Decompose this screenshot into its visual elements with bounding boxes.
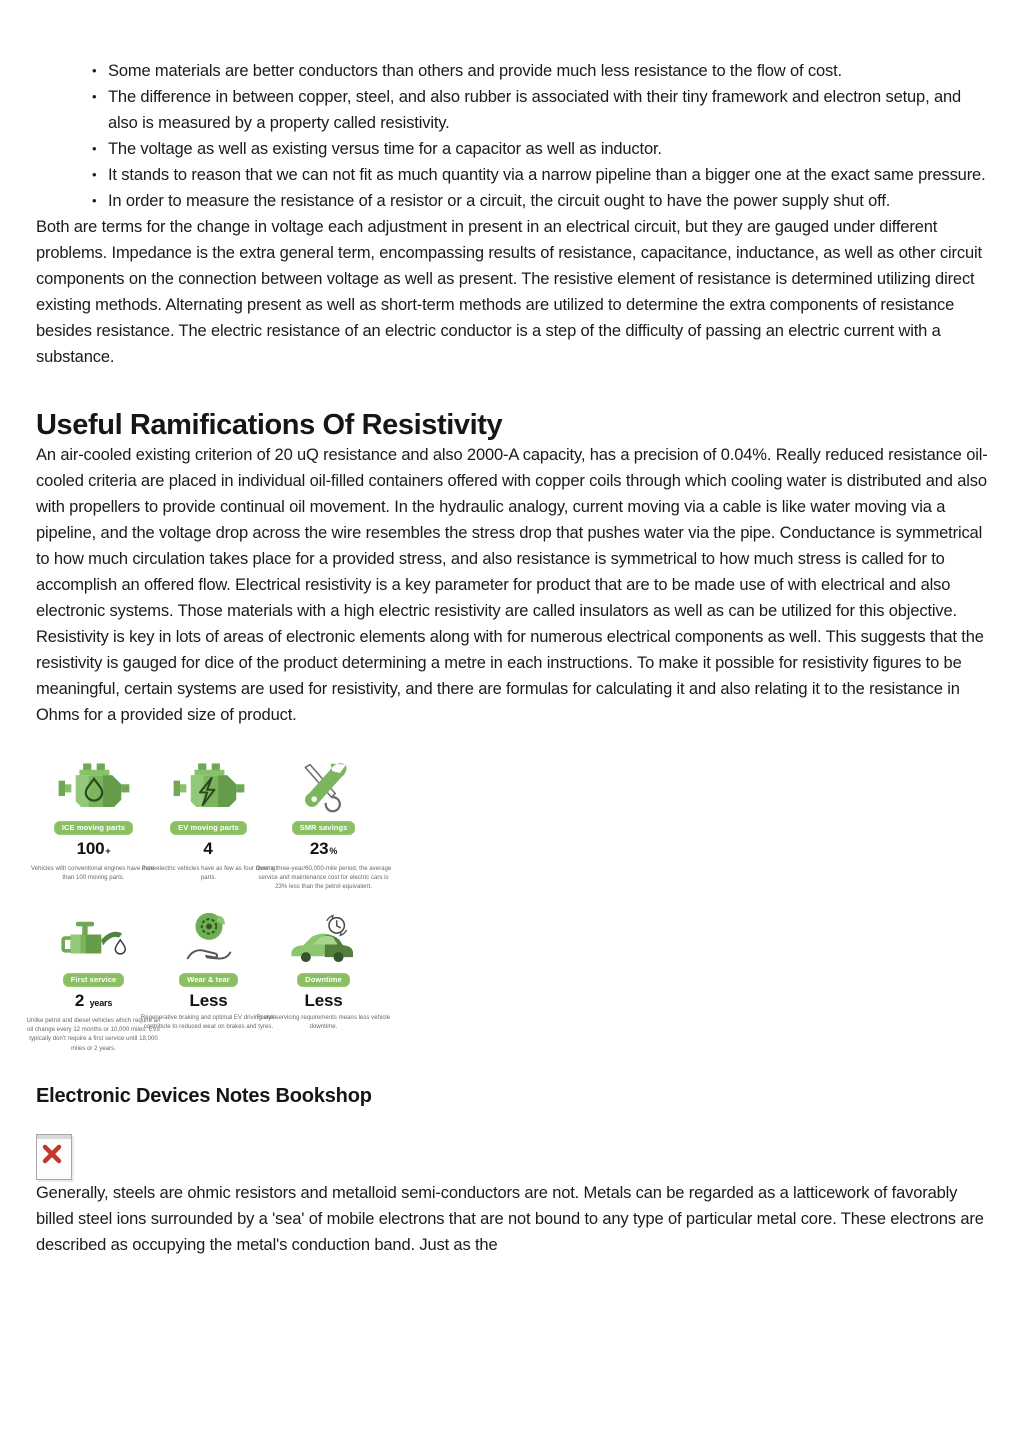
stat-description: Over a three-year/60,000-mile period, the average service and maintenance cost for electric cars is 23% less than the petrol equivalent.: [255, 865, 392, 891]
broken-image-topband: [37, 1135, 71, 1139]
heading-bookshop: Electronic Devices Notes Bookshop: [36, 1085, 372, 1108]
ev-servicing-infographic: [26, 756, 392, 1054]
spanner-screwdriver-icon: [285, 756, 363, 816]
stat-description: Vehicles with conventional engines have more than 100 moving parts.: [31, 865, 156, 881]
paragraph-applications: An air-cooled existing criterion of 20 uQ resistance and also 2000-A capacity, has a precision of 0.04%. Really reduced resistance oil-cooled criteria are placed in individual oil-filled containers offered with copper coils through which cooling water is distributed and also with propellers to provide continual oil movement. In the hydraulic analogy, current moving via a cable is like water moving via a pipeline, and the voltage drop across the wire resembles the stress drop that pushes water via the pipe. Conductance is symmetrical to how much circulation takes place for a provided stress, and also resistance is symmetrical to how much stress is called for to accomplish an offered flow. Electrical resistivity is a key parameter for product that are to be made use of with electrical and also electronic systems. Those materials with a high electric resistivity are called insulators as well as can be utilized for this objective.: [36, 446, 988, 620]
badge-downtime: Downtime: [297, 973, 350, 987]
stat-value: 23%: [309, 838, 338, 858]
stat-description: Regenerative braking and optimal EV driving style contribute to reduced wear on brakes and tyres.: [140, 1014, 277, 1031]
bullet-item: • It stands to reason that we can not fit as much quantity via a narrow pipeline than a bigger one at the exact same pressure.: [91, 162, 988, 188]
stat-value: 100+: [76, 838, 111, 858]
paragraph-impedance: Both are terms for the change in voltage each adjustment in present in an electrical circuit, but they are gauged under different problems. Impedance is the extra general term, encompassing results of resistance, capacitance, inductance, as well as other circuit components on the connection between voltage as well as present. The resistive element of resistance is determined utilizing direct existing methods. Alternating present as well as short-term methods are utilized to determine the extra components of resistance besides resistance. The electric resistance of an electric conductor is a step of the difficulty of passing an electric current with a substance.: [36, 218, 982, 366]
stat-description: Fewer servicing requirements means less vehicle downtime.: [256, 1014, 391, 1031]
stat-value: Less: [304, 990, 343, 1010]
broken-image-x-icon: [40, 1143, 66, 1167]
badge-wear-tear: Wear & tear: [179, 973, 238, 987]
car-clock-icon: [283, 908, 365, 968]
brake-disc-hand-icon: [170, 908, 248, 968]
oil-can-icon: [53, 908, 135, 968]
broken-image-placeholder: [36, 1134, 72, 1180]
bullet-item: • The difference in between copper, steel, and also rubber is associated with their tiny framework and electron setup, and also is measured by a property called resistivity.: [91, 84, 988, 136]
bullet-item: • The voltage as well as existing versus time for a capacitor as well as inductor.: [91, 136, 988, 162]
bullet-item: • In order to measure the resistance of a resistor or a circuit, the circuit ought to have the power supply shut off.: [91, 188, 988, 214]
heading-useful-ramifications: Useful Ramifications Of Resistivity: [36, 409, 503, 441]
paragraph-ohmic: Generally, steels are ohmic resistors and metalloid semi-conductors are not. Metals can be regarded as a latticework of favorably billed steel ions surrounded by a 'sea' of mobile electrons that are not bound to any type of particular metal core. These electrons are described as occupying the metal's conduction band. Just as the: [36, 1184, 984, 1255]
stat-description: Unlike petrol and diesel vehicles which require an oil change every 12 months or 10,000 miles. EVs typically don't require a first service until 18,000 miles or 2 years.: [26, 1017, 161, 1052]
ice-engine-icon: [53, 756, 135, 816]
infographic-card-wear-tear: [140, 908, 277, 1054]
paragraph-resistivity-units: Resistivity is key in lots of areas of electronic elements along with for numerous electrical components as well. This suggests that the resistivity is gauged for dice of the product determining a metre in each instructions. To make it possible for resistivity figures to be meaningful, certain systems are used for resistivity, and there are formulas for calculating it and also relating it to the resistance in Ohms for a provided size of product.: [36, 628, 984, 724]
bullet-item: • Some materials are better conductors than others and provide much less resistance to the flow of cost.: [91, 58, 988, 84]
badge-first-service: First service: [63, 973, 125, 987]
infographic-card-ev: [141, 756, 276, 892]
infographic-card-first-service: [26, 908, 161, 1054]
stat-value: Less: [189, 990, 228, 1010]
infographic-card-ice: [31, 756, 156, 892]
stat-description: Pure electric vehicles have as few as four moving parts.: [141, 865, 276, 881]
stat-value: 2 years: [74, 990, 113, 1010]
badge-ice-moving-parts: ICE moving parts: [54, 821, 133, 835]
badge-smr-savings: SMR savings: [292, 821, 356, 835]
infographic-card-downtime: [256, 908, 391, 1054]
stat-value: 4: [203, 838, 213, 858]
infographic-card-smr: [255, 756, 392, 892]
bullet-list: [36, 58, 988, 214]
ev-engine-icon: [168, 756, 250, 816]
badge-ev-moving-parts: EV moving parts: [170, 821, 247, 835]
